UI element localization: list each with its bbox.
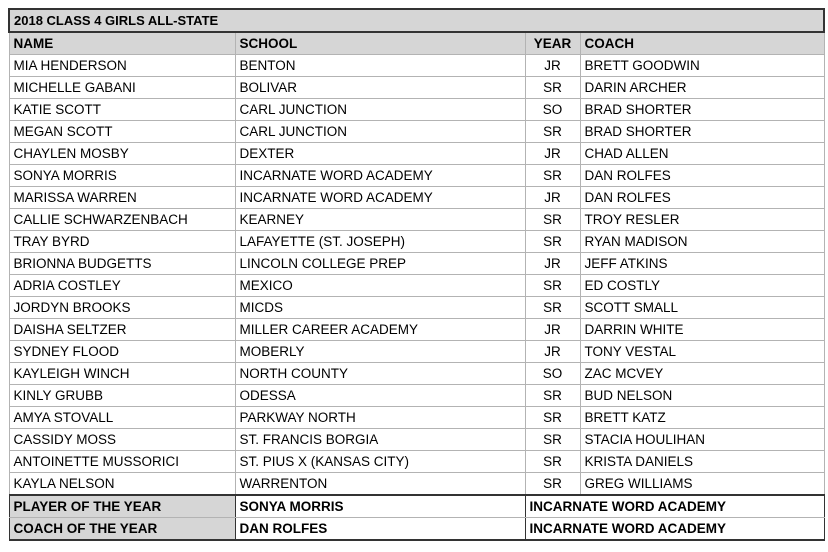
player-school: MILLER CAREER ACADEMY bbox=[235, 319, 525, 341]
player-year: SR bbox=[525, 473, 580, 496]
player-school: CARL JUNCTION bbox=[235, 99, 525, 121]
table-row bbox=[9, 209, 824, 231]
player-name: JORDYN BROOKS bbox=[9, 297, 235, 319]
player-year: SR bbox=[525, 77, 580, 99]
player-school: NORTH COUNTY bbox=[235, 363, 525, 385]
table-title: 2018 CLASS 4 GIRLS ALL-STATE bbox=[9, 9, 824, 32]
player-year: SR bbox=[525, 297, 580, 319]
player-year: SR bbox=[525, 209, 580, 231]
player-name: ADRIA COSTLEY bbox=[9, 275, 235, 297]
table-row bbox=[9, 341, 824, 363]
player-year: SR bbox=[525, 451, 580, 473]
player-name: KAYLA NELSON bbox=[9, 473, 235, 496]
player-name: CALLIE SCHWARZENBACH bbox=[9, 209, 235, 231]
table-row bbox=[9, 319, 824, 341]
player-year: SO bbox=[525, 99, 580, 121]
player-name: AMYA STOVALL bbox=[9, 407, 235, 429]
all-state-table bbox=[8, 8, 825, 541]
player-year: JR bbox=[525, 253, 580, 275]
player-coach: BRAD SHORTER bbox=[580, 121, 824, 143]
table-row bbox=[9, 429, 824, 451]
player-year: SO bbox=[525, 363, 580, 385]
player-school: MICDS bbox=[235, 297, 525, 319]
player-coach: ED COSTLY bbox=[580, 275, 824, 297]
player-name: BRIONNA BUDGETTS bbox=[9, 253, 235, 275]
player-coach: KRISTA DANIELS bbox=[580, 451, 824, 473]
player-school: LINCOLN COLLEGE PREP bbox=[235, 253, 525, 275]
player-name: CASSIDY MOSS bbox=[9, 429, 235, 451]
award-winner: SONYA MORRIS bbox=[235, 495, 525, 518]
player-name: DAISHA SELTZER bbox=[9, 319, 235, 341]
player-name: ANTOINETTE MUSSORICI bbox=[9, 451, 235, 473]
player-school: INCARNATE WORD ACADEMY bbox=[235, 165, 525, 187]
table-row bbox=[9, 407, 824, 429]
player-coach: DAN ROLFES bbox=[580, 165, 824, 187]
player-name: CHAYLEN MOSBY bbox=[9, 143, 235, 165]
player-coach: JEFF ATKINS bbox=[580, 253, 824, 275]
table-row bbox=[9, 77, 824, 99]
player-coach: DARIN ARCHER bbox=[580, 77, 824, 99]
player-school: INCARNATE WORD ACADEMY bbox=[235, 187, 525, 209]
player-coach: DAN ROLFES bbox=[580, 187, 824, 209]
title-row bbox=[9, 9, 824, 32]
player-coach: BRETT KATZ bbox=[580, 407, 824, 429]
player-coach: TONY VESTAL bbox=[580, 341, 824, 363]
player-school: ST. FRANCIS BORGIA bbox=[235, 429, 525, 451]
award-label: COACH OF THE YEAR bbox=[9, 518, 235, 541]
player-coach: ZAC MCVEY bbox=[580, 363, 824, 385]
player-coach: BRAD SHORTER bbox=[580, 99, 824, 121]
player-coach: BUD NELSON bbox=[580, 385, 824, 407]
table-row bbox=[9, 385, 824, 407]
player-school: MOBERLY bbox=[235, 341, 525, 363]
player-school: ST. PIUS X (KANSAS CITY) bbox=[235, 451, 525, 473]
player-name: MICHELLE GABANI bbox=[9, 77, 235, 99]
award-winner: DAN ROLFES bbox=[235, 518, 525, 541]
player-school: DEXTER bbox=[235, 143, 525, 165]
player-school: MEXICO bbox=[235, 275, 525, 297]
table-row bbox=[9, 231, 824, 253]
table-row bbox=[9, 121, 824, 143]
column-header-coach: COACH bbox=[580, 32, 824, 55]
table-row bbox=[9, 297, 824, 319]
player-of-year-row bbox=[9, 495, 824, 518]
player-school: WARRENTON bbox=[235, 473, 525, 496]
player-year: JR bbox=[525, 341, 580, 363]
player-coach: TROY RESLER bbox=[580, 209, 824, 231]
player-name: MARISSA WARREN bbox=[9, 187, 235, 209]
player-name: KINLY GRUBB bbox=[9, 385, 235, 407]
header-row bbox=[9, 32, 824, 55]
player-year: SR bbox=[525, 121, 580, 143]
coach-of-year-row bbox=[9, 518, 824, 541]
player-coach: CHAD ALLEN bbox=[580, 143, 824, 165]
player-coach: DARRIN WHITE bbox=[580, 319, 824, 341]
player-school: KEARNEY bbox=[235, 209, 525, 231]
player-year: JR bbox=[525, 143, 580, 165]
table-row bbox=[9, 99, 824, 121]
award-label: PLAYER OF THE YEAR bbox=[9, 495, 235, 518]
player-name: KAYLEIGH WINCH bbox=[9, 363, 235, 385]
player-name: TRAY BYRD bbox=[9, 231, 235, 253]
award-school: INCARNATE WORD ACADEMY bbox=[525, 518, 824, 541]
player-coach: STACIA HOULIHAN bbox=[580, 429, 824, 451]
table-row bbox=[9, 143, 824, 165]
table-row bbox=[9, 55, 824, 77]
player-name: KATIE SCOTT bbox=[9, 99, 235, 121]
player-school: PARKWAY NORTH bbox=[235, 407, 525, 429]
player-year: SR bbox=[525, 407, 580, 429]
column-header-name: NAME bbox=[9, 32, 235, 55]
player-name: SONYA MORRIS bbox=[9, 165, 235, 187]
table-row bbox=[9, 275, 824, 297]
player-name: MEGAN SCOTT bbox=[9, 121, 235, 143]
player-year: SR bbox=[525, 385, 580, 407]
player-year: JR bbox=[525, 55, 580, 77]
table-row bbox=[9, 165, 824, 187]
player-name: MIA HENDERSON bbox=[9, 55, 235, 77]
player-coach: SCOTT SMALL bbox=[580, 297, 824, 319]
player-year: SR bbox=[525, 429, 580, 451]
table-row bbox=[9, 187, 824, 209]
player-coach: GREG WILLIAMS bbox=[580, 473, 824, 496]
player-coach: BRETT GOODWIN bbox=[580, 55, 824, 77]
award-school: INCARNATE WORD ACADEMY bbox=[525, 495, 824, 518]
player-school: BENTON bbox=[235, 55, 525, 77]
player-school: BOLIVAR bbox=[235, 77, 525, 99]
player-school: CARL JUNCTION bbox=[235, 121, 525, 143]
player-year: SR bbox=[525, 165, 580, 187]
table-row bbox=[9, 451, 824, 473]
table-row bbox=[9, 473, 824, 496]
player-school: ODESSA bbox=[235, 385, 525, 407]
player-year: JR bbox=[525, 187, 580, 209]
player-coach: RYAN MADISON bbox=[580, 231, 824, 253]
player-year: SR bbox=[525, 275, 580, 297]
table-row bbox=[9, 253, 824, 275]
column-header-year: YEAR bbox=[525, 32, 580, 55]
player-name: SYDNEY FLOOD bbox=[9, 341, 235, 363]
player-year: JR bbox=[525, 319, 580, 341]
player-school: LAFAYETTE (ST. JOSEPH) bbox=[235, 231, 525, 253]
column-header-school: SCHOOL bbox=[235, 32, 525, 55]
player-year: SR bbox=[525, 231, 580, 253]
table-row bbox=[9, 363, 824, 385]
